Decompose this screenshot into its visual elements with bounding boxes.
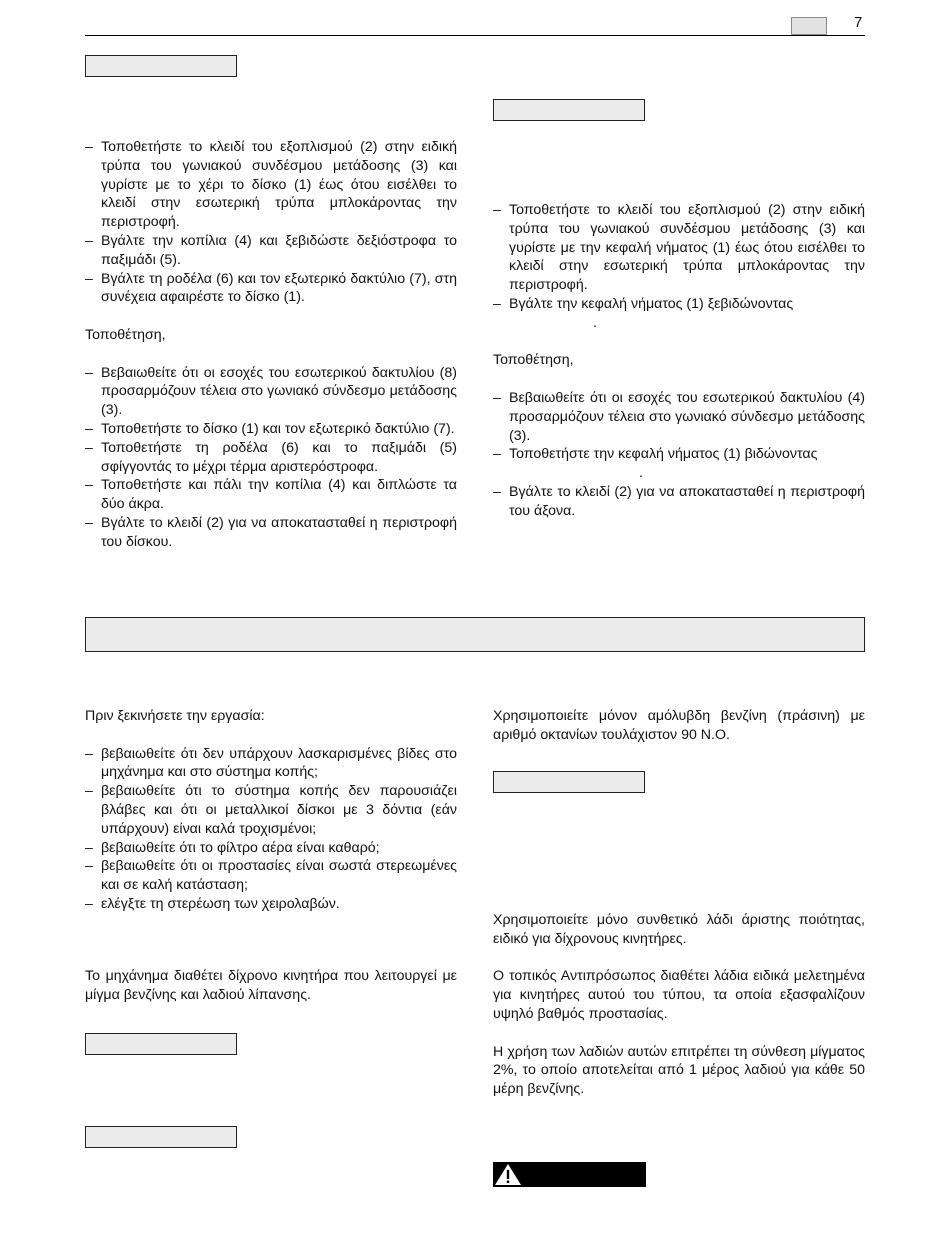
fuel-text: Χρησιμοποιείτε μόνον αμόλυβδη βενζίνη (πράσινη) με αριθμό οκτανίων τουλάχιστον 90 Ν.Ο. (493, 708, 865, 743)
list-item: – βεβαιωθείτε ότι το σύστημα κοπής δεν παρουσιάζει βλάβες και ότι οι μεταλλικοί δίσκοι με 3 δόντια (εάν υπάρχουν) είναι καλά τροχισμένοι; (85, 782, 457, 838)
list-item: – βεβαιωθείτε ότι δεν υπάρχουν λασκαρισμένες βίδες στο μηχάνημα και στο σύστημα κοπής; (85, 745, 457, 783)
head-removal-section (493, 201, 865, 521)
section-heading-box-mix (85, 1126, 237, 1148)
list-item: – Βγάλτε τη ροδέλα (6) και τον εξωτερικό δακτύλιο (7), στη συνέχεια αφαιρέστε το δίσκο (1). (85, 270, 457, 308)
install-label: Τοποθέτηση, (85, 326, 166, 343)
disc-removal-list (85, 138, 457, 307)
head-install-list-continued (493, 483, 865, 521)
oil-text-1: Χρησιμοποιείτε μόνο συνθετικό λάδι άριστης ποιότητας, ειδικό για δίχρονους κινητήρες. (493, 912, 865, 947)
disc-install-list (85, 364, 457, 552)
install-label: Τοποθέτηση, (493, 352, 574, 369)
chapter-heading-box (85, 617, 865, 652)
pre-work-checks-section (85, 707, 457, 914)
page-tab-marker (791, 17, 827, 35)
disc-removal-section (85, 138, 457, 552)
checks-intro: Πριν ξεκινήσετε την εργασία: (85, 708, 265, 724)
list-item: – Τοποθετήστε το κλειδί του εξοπλισμού (2) στην ειδική τρύπα του γωνιακού συνδέσμου μετάδοσης (3) και γυρίστε με το χέρι το δίσκο (1) έως ότου εισέλθει το κλειδί στην εσωτερική τρύπα μπλοκάροντας την περιστροφή. (85, 138, 457, 232)
list-item: – Τοποθετήστε το κλειδί του εξοπλισμού (2) στην ειδική τρύπα του γωνιακού συνδέσμου μετάδοσης (3) και γυρίστε με την κεφαλή νήματος (1) έως ότου εισέλθει το κλειδί στην εσωτερική τρύπα μπλοκάροντας την περιστροφή. (493, 201, 865, 295)
list-item: – Βγάλτε την κοπίλια (4) και ξεβιδώστε δεξιόστροφα το παξιμάδι (5). (85, 232, 457, 270)
section-heading-box-disc (85, 55, 237, 77)
oil-text-3: Η χρήση των λαδιών αυτών επιτρέπει τη σύνθεση μίγματος 2%, το οποίο αποτελείται από 1 μέρος λαδιού για κάθε 50 μέρη βενζίνης. (493, 1043, 865, 1098)
list-item: – Τοποθετήστε και πάλι την κοπίλια (4) και διπλώστε τα δύο άκρα. (85, 476, 457, 514)
checks-list (85, 745, 457, 914)
list-item: – βεβαιωθείτε ότι το φίλτρο αέρα είναι καθαρό; (85, 839, 457, 858)
section-heading-box-oil (493, 771, 645, 793)
list-item: – βεβαιωθείτε ότι οι προστασίες είναι σωστά στερεωμένες και σε καλή κατάσταση; (85, 857, 457, 895)
missing-direction-dot: . (639, 465, 643, 482)
warning-label (493, 1162, 646, 1187)
engine-text: Το μηχάνημα διαθέτει δίχρονο κινητήρα που λειτουργεί με μίγμα βενζίνης και λαδιού λίπανσης. (85, 968, 457, 1003)
missing-direction-dot: . (593, 314, 597, 331)
list-item: – Βγάλτε το κλειδί (2) για να αποκατασταθεί η περιστροφή του άξονα. (493, 483, 865, 521)
list-item: – Βγάλτε την κεφαλή νήματος (1) ξεβιδώνοντας (493, 295, 865, 314)
list-item: – Τοποθετήστε το δίσκο (1) και τον εξωτερικό δακτύλιο (7). (85, 420, 457, 439)
header-rule (85, 35, 865, 36)
list-item: – Βγάλτε το κλειδί (2) για να αποκατασταθεί η περιστροφή του δίσκου. (85, 514, 457, 552)
engine-description (85, 967, 457, 1005)
oil-text-2: Ο τοπικός Αντιπρόσωπος διαθέτει λάδια ειδικά μελετημένα για κινητήρες αυτού του τύπου, τα οποία εξασφαλίζουν υψηλό βαθμός προστασίας. (493, 968, 865, 1022)
page-number: 7 (854, 14, 863, 31)
list-item: – Τοποθετήστε τη ροδέλα (6) και το παξιμάδι (5) σφίγγοντάς το μέχρι τέρμα αριστερόστροφα. (85, 439, 457, 477)
section-heading-box-head (493, 99, 645, 121)
warning-triangle-icon (493, 1162, 523, 1187)
list-item: – Βεβαιωθείτε ότι οι εσοχές του εσωτερικού δακτυλίου (8) προσαρμόζουν τέλεια στο γωνιακό σύνδεσμο μετάδοσης (3). (85, 364, 457, 420)
list-item: – Βεβαιωθείτε ότι οι εσοχές του εσωτερικού δακτυλίου (4) προσαρμόζουν τέλεια στο γωνιακό σύνδεσμο μετάδοσης (3). (493, 389, 865, 445)
head-removal-list (493, 201, 865, 314)
head-install-list (493, 389, 865, 464)
list-item: – ελέγξτε τη στερέωση των χειρολαβών. (85, 895, 457, 914)
fuel-section (493, 707, 865, 745)
oil-section (493, 911, 865, 1099)
list-item: – Τοποθετήστε την κεφαλή νήματος (1) βιδώνοντας (493, 445, 865, 464)
section-heading-box-fuel (85, 1033, 237, 1055)
